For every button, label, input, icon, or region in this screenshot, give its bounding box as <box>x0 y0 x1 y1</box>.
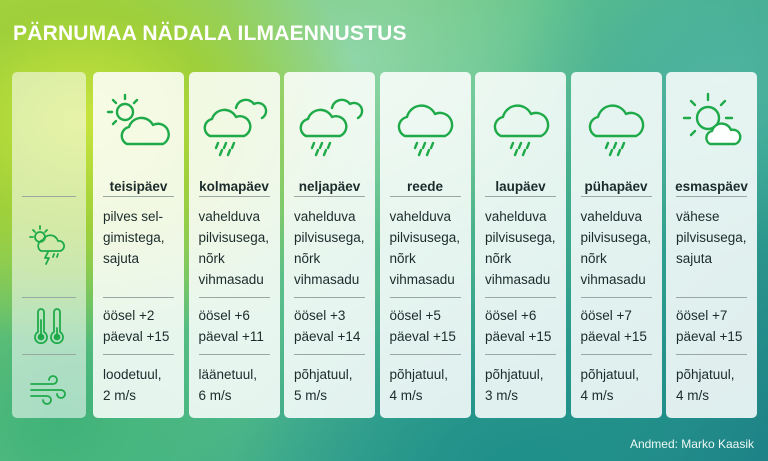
divider <box>390 196 461 197</box>
temperature <box>103 305 180 347</box>
divider <box>581 297 652 298</box>
day-column-3 <box>380 72 471 418</box>
divider <box>390 354 461 355</box>
page-title: PÄRNUMAA NÄDALA ILMAENNUSTUS <box>13 22 407 45</box>
clouds-rain-icon <box>189 86 280 166</box>
weather-description: vahelduva pilvisusega, nõrk vihmasadu <box>198 209 270 287</box>
wind-forecast: läänetuul, 6 m/s <box>198 367 258 403</box>
temp-day: päeval +15 <box>485 329 552 344</box>
day-name: teisipäev <box>109 179 168 194</box>
weather-description: vahelduva pilvisusega, nõrk vihmasadu <box>485 209 556 287</box>
cloud-rain-icon <box>380 86 471 166</box>
cloud-rain-icon <box>571 86 662 166</box>
divider <box>103 297 174 298</box>
temperature <box>581 305 658 347</box>
divider <box>485 297 556 298</box>
divider <box>676 297 747 298</box>
temp-night: öösel +7 <box>580 308 632 323</box>
divider <box>199 196 270 197</box>
wind-forecast: põhjatuul, 3 m/s <box>485 367 544 403</box>
weather-description: vähese pilvisusega, sajuta <box>676 209 747 266</box>
day-column-0 <box>93 72 184 418</box>
temp-day: päeval +15 <box>103 329 170 344</box>
divider <box>294 354 365 355</box>
divider <box>581 196 652 197</box>
temp-day: päeval +15 <box>580 329 647 344</box>
weather-description: vahelduva pilvisusega, nõrk vihmasadu <box>580 209 652 287</box>
day-name: pühapäev <box>584 179 648 194</box>
temp-night: öösel +2 <box>103 308 155 323</box>
weather-description: vahelduva pilvisusega, nõrk vihmasadu <box>294 209 365 287</box>
temperature <box>676 305 753 347</box>
wind-forecast: loodetuul, 2 m/s <box>103 367 162 403</box>
temperature <box>294 305 371 347</box>
temp-night: öösel +6 <box>198 308 250 323</box>
divider <box>294 297 365 298</box>
temperature <box>199 305 276 347</box>
wind-forecast: põhjatuul, 4 m/s <box>580 367 640 403</box>
temp-day: päeval +14 <box>294 329 361 344</box>
sun-behind-clouds-icon <box>666 86 757 166</box>
divider <box>22 297 76 298</box>
divider <box>199 297 270 298</box>
weather-description: pilves sel- gimistega, sajuta <box>103 209 165 266</box>
divider <box>294 196 365 197</box>
temperature <box>390 305 467 347</box>
divider <box>103 354 174 355</box>
day-name: neljapäev <box>298 179 361 194</box>
day-column-4 <box>475 72 566 418</box>
temp-night: öösel +7 <box>676 308 728 323</box>
weather-description: vahelduva pilvisusega, nõrk vihmasadu <box>389 209 461 287</box>
wind-forecast: põhjatuul, 5 m/s <box>294 367 353 403</box>
wind-forecast: põhjatuul, 4 m/s <box>389 367 449 403</box>
divider <box>22 196 76 197</box>
divider <box>676 196 747 197</box>
temp-night: öösel +6 <box>485 308 537 323</box>
temperature <box>485 305 562 347</box>
thermometer-icon <box>12 306 86 350</box>
day-column-1 <box>189 72 280 418</box>
day-column-5 <box>571 72 662 418</box>
day-name: laupäev <box>495 179 546 194</box>
temp-day: päeval +11 <box>198 329 264 344</box>
day-name: kolmapäev <box>199 179 269 194</box>
wind-icon <box>12 368 86 412</box>
cloud-rain-icon <box>475 86 566 166</box>
temp-day: päeval +15 <box>389 329 456 344</box>
divider <box>485 354 556 355</box>
data-credit: Andmed: Marko Kaasik <box>629 437 754 451</box>
divider <box>22 354 76 355</box>
divider <box>199 354 270 355</box>
temp-day: päeval +15 <box>676 329 743 344</box>
wind-forecast: põhjatuul, 4 m/s <box>676 367 735 403</box>
weather-condition-icon <box>12 222 86 266</box>
day-name: esmaspäev <box>675 179 748 194</box>
temp-night: öösel +5 <box>389 308 441 323</box>
divider <box>390 297 461 298</box>
clouds-rain-icon <box>284 86 375 166</box>
partly-cloudy-sun-icon <box>93 86 184 166</box>
divider <box>485 196 556 197</box>
day-column-6 <box>666 72 757 418</box>
divider <box>103 196 174 197</box>
row-icons-column <box>12 72 86 418</box>
temp-night: öösel +3 <box>294 308 346 323</box>
divider <box>676 354 747 355</box>
day-column-2 <box>284 72 375 418</box>
divider <box>581 354 652 355</box>
day-name: reede <box>406 179 444 194</box>
